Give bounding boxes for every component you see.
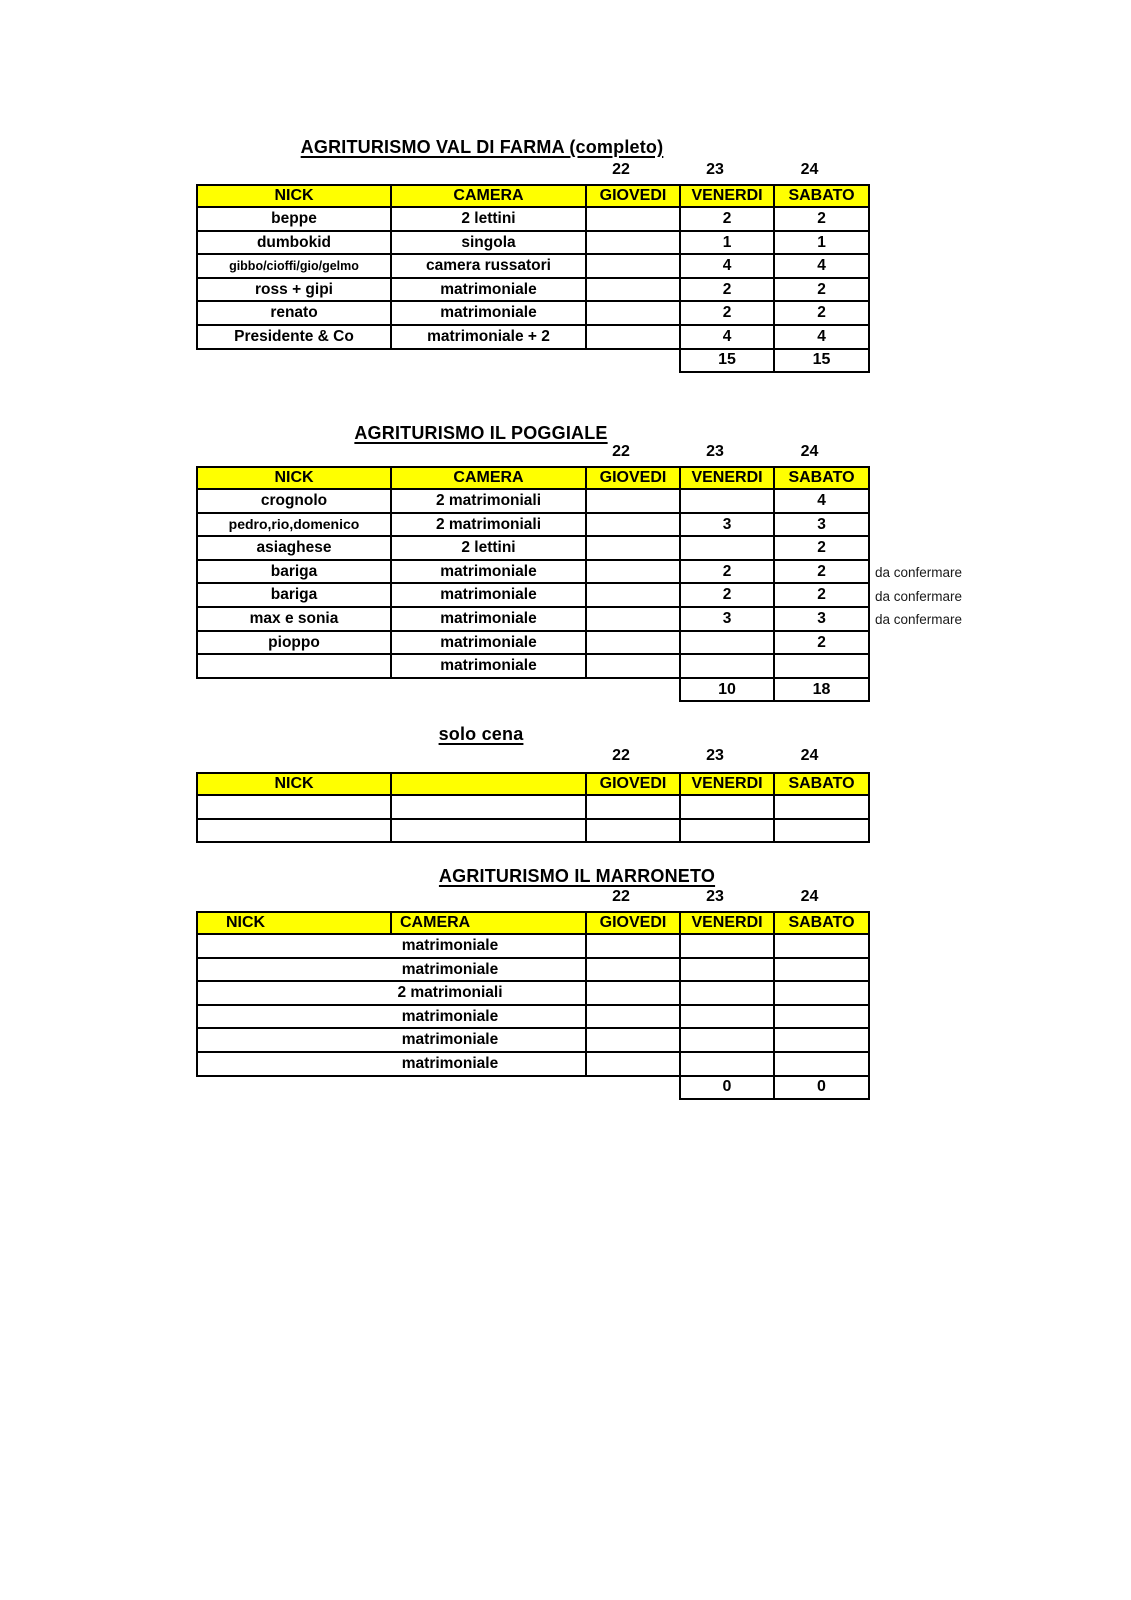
camera-cell: matrimoniale + 2 bbox=[392, 326, 587, 350]
date-row bbox=[587, 747, 870, 767]
nick-cell: dumbokid bbox=[198, 232, 392, 256]
giovedi-cell bbox=[587, 608, 681, 632]
giovedi-cell bbox=[587, 302, 681, 326]
camera-cell: camera russatori bbox=[392, 255, 587, 279]
header-camera: CAMERA bbox=[392, 913, 587, 935]
sabato-cell: 2 bbox=[775, 279, 870, 303]
sabato-cell: 2 bbox=[775, 632, 870, 656]
header-venerdi: VENERDI bbox=[681, 468, 775, 490]
giovedi-cell bbox=[587, 490, 681, 514]
camera-cell: matrimoniale bbox=[198, 1006, 587, 1030]
camera-cell: 2 lettini bbox=[392, 208, 587, 232]
date-row bbox=[587, 888, 870, 908]
date-label: 24 bbox=[800, 161, 819, 178]
giovedi-cell bbox=[587, 537, 681, 561]
date-label: 22 bbox=[612, 161, 630, 178]
header-giovedi: GIOVEDI bbox=[587, 774, 681, 796]
giovedi-cell bbox=[587, 1053, 681, 1077]
total-venerdi: 15 bbox=[681, 350, 775, 374]
nick-cell: pedro,rio,domenico bbox=[198, 514, 392, 538]
nick-cell: max e sonia bbox=[198, 608, 392, 632]
camera-cell: matrimoniale bbox=[392, 608, 587, 632]
annotation-note: da confermare bbox=[875, 588, 963, 604]
venerdi-cell: 4 bbox=[681, 255, 775, 279]
camera-cell: matrimoniale bbox=[392, 632, 587, 656]
giovedi-cell bbox=[587, 255, 681, 279]
date-label: 23 bbox=[706, 747, 724, 764]
nick-cell: bariga bbox=[198, 584, 392, 608]
annotation-note: da confermare bbox=[875, 612, 963, 628]
venerdi-cell: 2 bbox=[681, 208, 775, 232]
venerdi-cell bbox=[681, 820, 775, 844]
camera-cell: matrimoniale bbox=[198, 935, 587, 959]
venerdi-cell: 4 bbox=[681, 326, 775, 350]
camera-cell: singola bbox=[392, 232, 587, 256]
header-sabato: SABATO bbox=[775, 186, 870, 208]
giovedi-cell bbox=[587, 632, 681, 656]
booking-table bbox=[196, 184, 870, 350]
giovedi-cell bbox=[587, 1029, 681, 1053]
date-label: 22 bbox=[612, 888, 630, 905]
nick-cell: gibbo/cioffi/gio/gelmo bbox=[198, 255, 392, 279]
total-sabato: 0 bbox=[775, 1077, 870, 1101]
sabato-cell: 1 bbox=[775, 232, 870, 256]
venerdi-cell: 1 bbox=[681, 232, 775, 256]
header-venerdi: VENERDI bbox=[681, 774, 775, 796]
venerdi-cell bbox=[681, 959, 775, 983]
camera-cell: matrimoniale bbox=[392, 302, 587, 326]
booking-table bbox=[196, 911, 870, 1077]
camera-cell: matrimoniale bbox=[392, 561, 587, 585]
giovedi-cell bbox=[587, 820, 681, 844]
header-camera: CAMERA bbox=[392, 186, 587, 208]
total-venerdi: 0 bbox=[681, 1077, 775, 1101]
venerdi-cell bbox=[681, 655, 775, 679]
nick-cell: ross + gipi bbox=[198, 279, 392, 303]
sabato-cell: 3 bbox=[775, 608, 870, 632]
venerdi-cell bbox=[681, 935, 775, 959]
venerdi-cell bbox=[681, 982, 775, 1006]
booking-table bbox=[196, 466, 870, 679]
table-title: AGRITURISMO IL POGGIALE bbox=[354, 423, 608, 443]
total-sabato: 15 bbox=[775, 350, 870, 374]
giovedi-cell bbox=[587, 982, 681, 1006]
nick-cell: pioppo bbox=[198, 632, 392, 656]
header-giovedi: GIOVEDI bbox=[587, 913, 681, 935]
nick-cell: beppe bbox=[198, 208, 392, 232]
sabato-cell bbox=[775, 820, 870, 844]
totals-row bbox=[679, 679, 870, 703]
date-label: 24 bbox=[800, 888, 819, 905]
table-title: AGRITURISMO VAL DI FARMA (completo) bbox=[300, 137, 664, 157]
sabato-cell bbox=[775, 796, 870, 820]
nick-cell: asiaghese bbox=[198, 537, 392, 561]
giovedi-cell bbox=[587, 232, 681, 256]
sabato-cell bbox=[775, 1006, 870, 1030]
camera-cell: matrimoniale bbox=[198, 959, 587, 983]
header-sabato: SABATO bbox=[775, 913, 870, 935]
camera-cell: 2 matrimoniali bbox=[392, 514, 587, 538]
sabato-cell bbox=[775, 982, 870, 1006]
venerdi-cell: 3 bbox=[681, 514, 775, 538]
header-nick: NICK bbox=[198, 186, 392, 208]
header-giovedi: GIOVEDI bbox=[587, 468, 681, 490]
header-camera: CAMERA bbox=[392, 468, 587, 490]
sabato-cell bbox=[775, 1053, 870, 1077]
date-label: 23 bbox=[706, 161, 724, 178]
venerdi-cell bbox=[681, 796, 775, 820]
camera-cell: matrimoniale bbox=[198, 1029, 587, 1053]
sabato-cell: 4 bbox=[775, 255, 870, 279]
venerdi-cell: 2 bbox=[681, 279, 775, 303]
sabato-cell bbox=[775, 935, 870, 959]
date-label: 24 bbox=[800, 443, 819, 460]
header-venerdi: VENERDI bbox=[681, 186, 775, 208]
total-venerdi: 10 bbox=[681, 679, 775, 703]
sabato-cell: 4 bbox=[775, 326, 870, 350]
date-row bbox=[587, 443, 870, 463]
venerdi-cell: 3 bbox=[681, 608, 775, 632]
date-label: 24 bbox=[800, 747, 819, 764]
camera-cell: matrimoniale bbox=[198, 1053, 587, 1077]
date-label: 22 bbox=[612, 443, 630, 460]
giovedi-cell bbox=[587, 514, 681, 538]
giovedi-cell bbox=[587, 1006, 681, 1030]
venerdi-cell: 2 bbox=[681, 561, 775, 585]
nick-cell: Presidente & Co bbox=[198, 326, 392, 350]
date-label: 23 bbox=[706, 443, 724, 460]
nick-cell: crognolo bbox=[198, 490, 392, 514]
giovedi-cell bbox=[587, 326, 681, 350]
giovedi-cell bbox=[587, 959, 681, 983]
camera-cell: matrimoniale bbox=[392, 584, 587, 608]
date-label: 22 bbox=[612, 747, 630, 764]
sabato-cell: 3 bbox=[775, 514, 870, 538]
giovedi-cell bbox=[587, 561, 681, 585]
header-sabato: SABATO bbox=[775, 774, 870, 796]
giovedi-cell bbox=[587, 796, 681, 820]
venerdi-cell bbox=[681, 537, 775, 561]
nick-cell: renato bbox=[198, 302, 392, 326]
header-nick: NICK bbox=[198, 913, 392, 935]
header-sabato: SABATO bbox=[775, 468, 870, 490]
venerdi-cell: 2 bbox=[681, 584, 775, 608]
venerdi-cell: 2 bbox=[681, 302, 775, 326]
totals-row bbox=[679, 1077, 870, 1101]
table-title: solo cena bbox=[438, 724, 524, 744]
sabato-cell bbox=[775, 655, 870, 679]
header-nick: NICK bbox=[198, 774, 392, 796]
sabato-cell: 2 bbox=[775, 302, 870, 326]
giovedi-cell bbox=[587, 279, 681, 303]
venerdi-cell bbox=[681, 632, 775, 656]
sabato-cell bbox=[775, 959, 870, 983]
booking-table bbox=[196, 772, 870, 843]
giovedi-cell bbox=[587, 208, 681, 232]
venerdi-cell bbox=[681, 490, 775, 514]
venerdi-cell bbox=[681, 1006, 775, 1030]
camera-cell: matrimoniale bbox=[392, 655, 587, 679]
camera-cell bbox=[392, 796, 587, 820]
venerdi-cell bbox=[681, 1029, 775, 1053]
sabato-cell: 2 bbox=[775, 584, 870, 608]
camera-cell: 2 matrimoniali bbox=[198, 982, 587, 1006]
table-title: AGRITURISMO IL MARRONETO bbox=[438, 866, 716, 886]
nick-cell bbox=[198, 820, 392, 844]
header-venerdi: VENERDI bbox=[681, 913, 775, 935]
date-row bbox=[587, 161, 870, 181]
sabato-cell bbox=[775, 1029, 870, 1053]
total-sabato: 18 bbox=[775, 679, 870, 703]
camera-cell: matrimoniale bbox=[392, 279, 587, 303]
sabato-cell: 2 bbox=[775, 208, 870, 232]
nick-cell bbox=[198, 796, 392, 820]
sabato-cell: 2 bbox=[775, 561, 870, 585]
giovedi-cell bbox=[587, 655, 681, 679]
totals-row bbox=[679, 350, 870, 374]
venerdi-cell bbox=[681, 1053, 775, 1077]
date-label: 23 bbox=[706, 888, 724, 905]
header-nick: NICK bbox=[198, 468, 392, 490]
sabato-cell: 2 bbox=[775, 537, 870, 561]
nick-cell: bariga bbox=[198, 561, 392, 585]
annotation-note: da confermare bbox=[875, 565, 963, 581]
camera-cell bbox=[392, 820, 587, 844]
nick-cell bbox=[198, 655, 392, 679]
header-empty bbox=[392, 774, 587, 796]
camera-cell: 2 matrimoniali bbox=[392, 490, 587, 514]
giovedi-cell bbox=[587, 584, 681, 608]
giovedi-cell bbox=[587, 935, 681, 959]
sabato-cell: 4 bbox=[775, 490, 870, 514]
camera-cell: 2 lettini bbox=[392, 537, 587, 561]
header-giovedi: GIOVEDI bbox=[587, 186, 681, 208]
